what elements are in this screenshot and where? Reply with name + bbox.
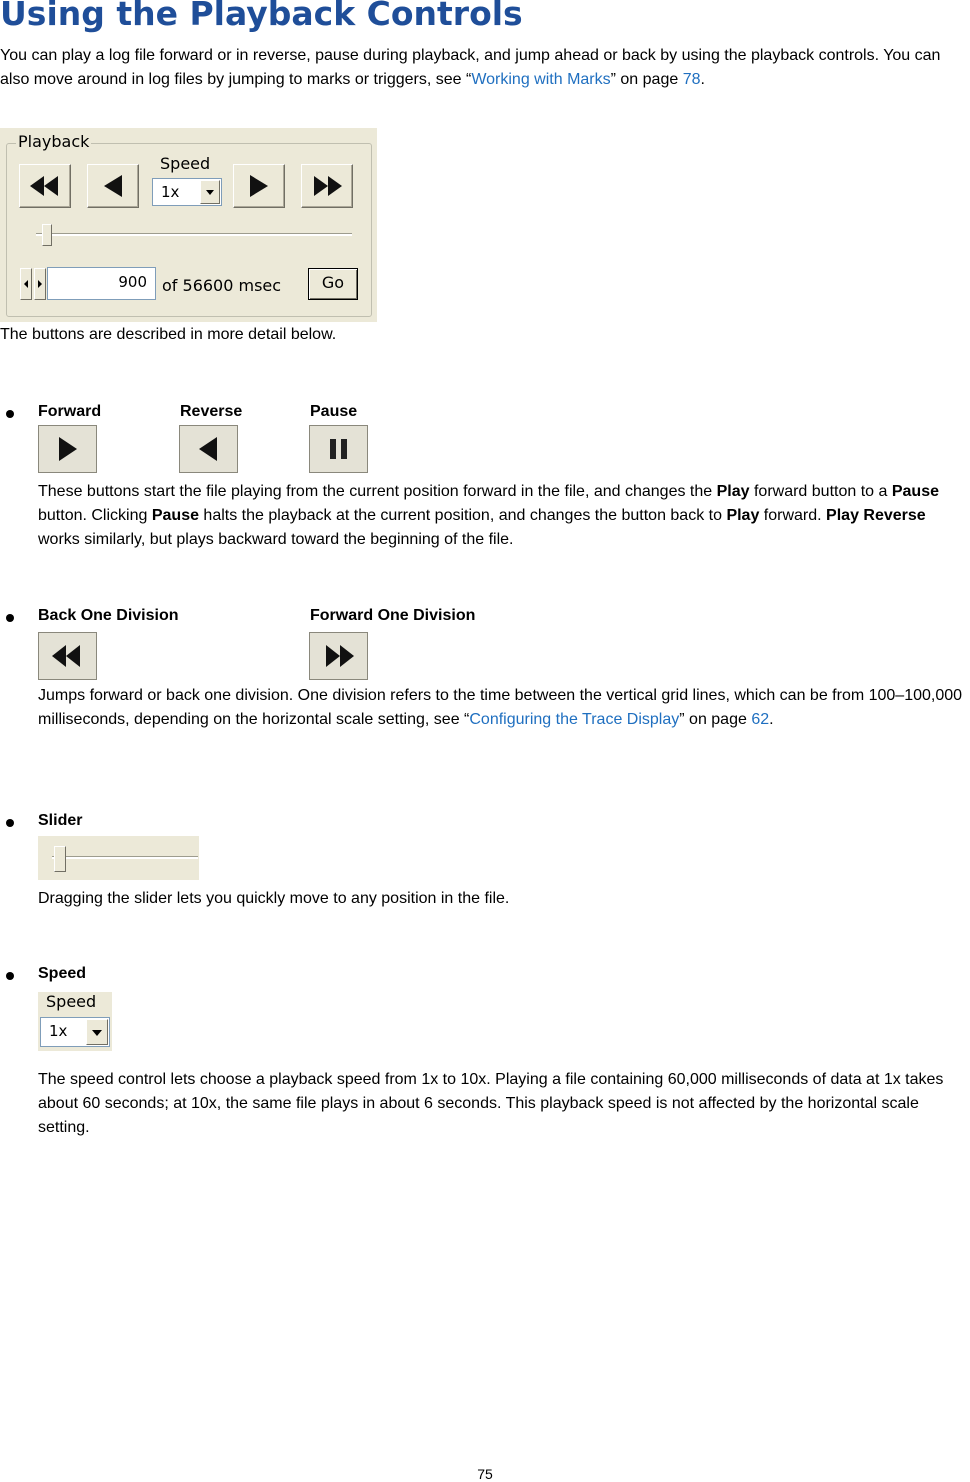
playback-slider-track[interactable] (36, 233, 352, 236)
intro-paragraph: You can play a log file forward or in reverse, pause during playback, and jump ahead or back by using the playback controls. You can also move around in log files by jumping to marks or triggers, see “Working with Marks” on page 78. (0, 47, 941, 88)
back-one-division-heading: Back One Division (38, 607, 179, 624)
forward-button-image (38, 425, 97, 473)
slider-image-thumb (54, 846, 66, 872)
speed-description: The speed control lets choose a playback speed from 1x to 10x. Playing a file containing 60,000 milliseconds of data at 1x takes about 60 seconds; at 10x, the same file plays in about 6 seconds. This playback speed is not affected by the horizontal scale setting. (38, 1071, 944, 1136)
right-arrow-icon (39, 426, 96, 472)
left-arrow-icon (88, 165, 138, 207)
forward-one-division-image (309, 632, 368, 680)
forward-one-division-heading: Forward One Division (310, 607, 476, 624)
speed-label: Speed (160, 154, 211, 173)
right-arrow-icon (234, 165, 284, 207)
play-reverse-button[interactable] (87, 164, 139, 208)
page-number: 75 (477, 1466, 493, 1482)
position-input[interactable]: 900 (47, 267, 156, 300)
speed-image-select (40, 1017, 110, 1047)
chevron-down-icon (86, 1019, 108, 1045)
speed-select-value: 1x (161, 183, 180, 201)
double-right-arrow-icon (310, 633, 367, 679)
spin-right-button[interactable] (34, 268, 46, 300)
double-right-arrow-icon (302, 165, 352, 207)
pause-heading: Pause (310, 403, 358, 420)
back-one-division-button[interactable] (19, 164, 71, 208)
link-working-with-marks[interactable]: Working with Marks (471, 71, 611, 88)
bullet-icon (6, 819, 14, 827)
speed-heading: Speed (38, 965, 87, 982)
pause-button-image (309, 425, 368, 473)
link-page-62[interactable]: 62 (751, 711, 770, 728)
forward-heading: Forward (38, 403, 102, 420)
double-left-arrow-icon (20, 165, 70, 207)
speed-image-label: Speed (46, 992, 97, 1011)
back-one-division-image (38, 632, 97, 680)
playback-slider-thumb[interactable] (42, 224, 52, 246)
slider-description: Dragging the slider lets you quickly move to any position in the file. (38, 890, 510, 907)
bullet-icon (6, 614, 14, 622)
link-page-78[interactable]: 78 (682, 71, 701, 88)
page-title: Using the Playback Controls (0, 0, 523, 33)
speed-select[interactable] (152, 178, 222, 206)
slider-image-track (52, 856, 198, 859)
link-configuring-trace-display[interactable]: Configuring the Trace Display (469, 711, 680, 728)
speed-image (38, 992, 112, 1051)
position-total-label: of 56600 msec (162, 276, 282, 295)
playback-group-label: Playback (18, 132, 90, 151)
reverse-heading: Reverse (180, 403, 243, 420)
reverse-button-image (179, 425, 238, 473)
speed-image-value: 1x (49, 1022, 68, 1040)
double-left-arrow-icon (39, 633, 96, 679)
division-description: Jumps forward or back one division. One division refers to the time between the vertical grid lines, which can be from 100–100,000 milliseconds, depending on the horizontal scale setting, see “Configuring the Trace Display” on page 62. (38, 687, 963, 728)
pause-icon (310, 426, 367, 472)
slider-heading: Slider (38, 812, 83, 829)
small-right-arrow-icon (35, 269, 45, 299)
play-forward-button[interactable] (233, 164, 285, 208)
slider-image (38, 836, 199, 880)
spin-left-button[interactable] (20, 268, 32, 300)
forward-one-division-button[interactable] (301, 164, 353, 208)
panel-caption: The buttons are described in more detail below. (0, 326, 337, 343)
chevron-down-icon[interactable] (200, 180, 220, 204)
play-description: These buttons start the file playing from the current position forward in the file, and changes the Play forward button to a Pause button. Clicking Pause halts the playback at the current position, and changes the button back to Play forward. Play Reverse works similarly, but plays backward toward the beginning of the file. (38, 483, 939, 548)
left-arrow-icon (180, 426, 237, 472)
small-left-arrow-icon (21, 269, 31, 299)
bullet-icon (6, 972, 14, 980)
go-button[interactable]: Go (308, 268, 358, 300)
playback-panel (0, 128, 377, 322)
bullet-icon (6, 410, 14, 418)
